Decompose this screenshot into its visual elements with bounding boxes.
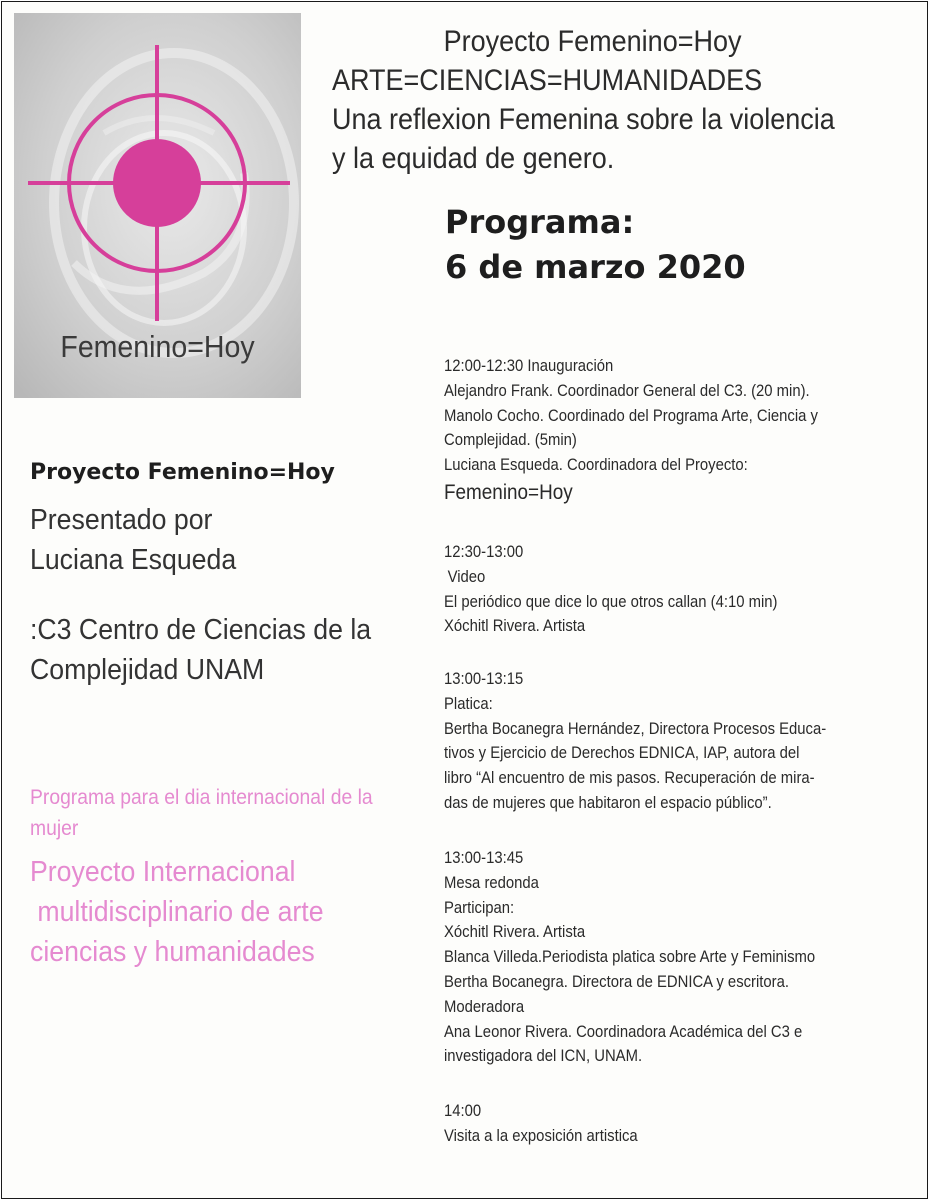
block4-line: investigadora del ICN, UNAM.: [444, 1047, 643, 1066]
block1-time-title: 12:00-12:30 Inauguración: [444, 357, 614, 375]
femenino-hoy-logo: [14, 13, 301, 398]
block3-line: libro “Al encuentro de mis pasos. Recuperación de mira-: [444, 769, 815, 788]
schedule-block-video: [444, 540, 867, 639]
schedule-block-mesa-redonda: [444, 846, 867, 1069]
logo-caption: Femenino=Hoy: [60, 329, 255, 364]
purpose-line-1: Programa para el dia internacional de la: [30, 786, 373, 809]
center-line-2: Complejidad UNAM: [30, 654, 265, 686]
block4-label: Mesa redonda: [444, 873, 539, 892]
program-title: Programa:: [445, 203, 635, 241]
left-project-title: Proyecto Femenino=Hoy: [30, 460, 335, 485]
block4-line: Moderadora: [444, 997, 525, 1016]
block1-line: Complejidad. (5min): [444, 431, 577, 450]
schedule-block-platica: [444, 667, 867, 816]
block4-line: Bertha Bocanegra. Directora de EDNICA y escritora.: [444, 972, 790, 991]
block1-project: Femenino=Hoy: [444, 480, 573, 504]
block1-line: Luciana Esqueda. Coordinadora del Proyecto:: [444, 456, 748, 475]
block4-line: Ana Leonor Rivera. Coordinadora Académica del C3 e: [444, 1022, 803, 1041]
presenter-block: [30, 500, 398, 580]
block4-line: Participan:: [444, 898, 515, 917]
presenter-name: Luciana Esqueda: [30, 544, 237, 576]
block2-line: El periódico que dice lo que otros callan (4:10 min): [444, 592, 778, 611]
header-line-1: Proyecto Femenino=Hoy: [443, 25, 742, 58]
presented-by: Presentado por: [30, 504, 213, 536]
block3-line: tivos y Ejercicio de Derechos EDNICA, IAP, autora del: [444, 744, 800, 763]
header-line-3: Una reflexion Femenina sobre la violencia: [332, 103, 835, 136]
block4-line: Xóchitl Rivera. Artista: [444, 923, 586, 942]
schedule-block-inauguration: [444, 354, 867, 508]
header-line-2: ARTE=CIENCIAS=HUMANIDADES: [332, 64, 763, 97]
block2-label: Video: [447, 567, 486, 586]
block4-time: 13:00-13:45: [444, 849, 524, 867]
block1-line: Manolo Cocho. Coordinado del Programa Arte, Ciencia y: [444, 406, 818, 425]
flyer-page: [1, 1, 928, 1199]
block4-line: Blanca Villeda.Periodista platica sobre Arte y Feminismo: [444, 948, 816, 967]
block5-label: Visita a la exposición artistica: [444, 1126, 638, 1145]
purpose-line-2: mujer: [30, 817, 79, 840]
block3-label: Platica:: [444, 694, 493, 713]
intl-line-2: multidisciplinario de arte: [37, 896, 324, 928]
center-block: [30, 610, 398, 690]
block3-line: das de mujeres que habitaron el espacio público”.: [444, 793, 772, 812]
block1-line: Alejandro Frank. Coordinador General del C3. (20 min).: [444, 381, 810, 400]
block3-line: Bertha Bocanegra Hernández, Directora Procesos Educa-: [444, 719, 827, 738]
intl-line-1: Proyecto Internacional: [30, 856, 296, 888]
program-date: 6 de marzo 2020: [445, 248, 746, 286]
block2-time: 12:30-13:00: [444, 543, 524, 561]
program-heading: [445, 200, 746, 290]
purpose-block: [30, 782, 398, 844]
schedule-block-visita: [444, 1099, 867, 1149]
header-line-4: y la equidad de genero.: [332, 142, 615, 175]
block3-time: 13:00-13:15: [444, 670, 524, 688]
international-block: [30, 852, 398, 972]
center-line-1: :C3 Centro de Ciencias de la: [30, 614, 372, 646]
block2-line: Xóchitl Rivera. Artista: [444, 617, 586, 636]
header-block: [332, 22, 854, 178]
block5-time: 14:00: [444, 1102, 482, 1120]
intl-line-3: ciencias y humanidades: [30, 936, 315, 968]
